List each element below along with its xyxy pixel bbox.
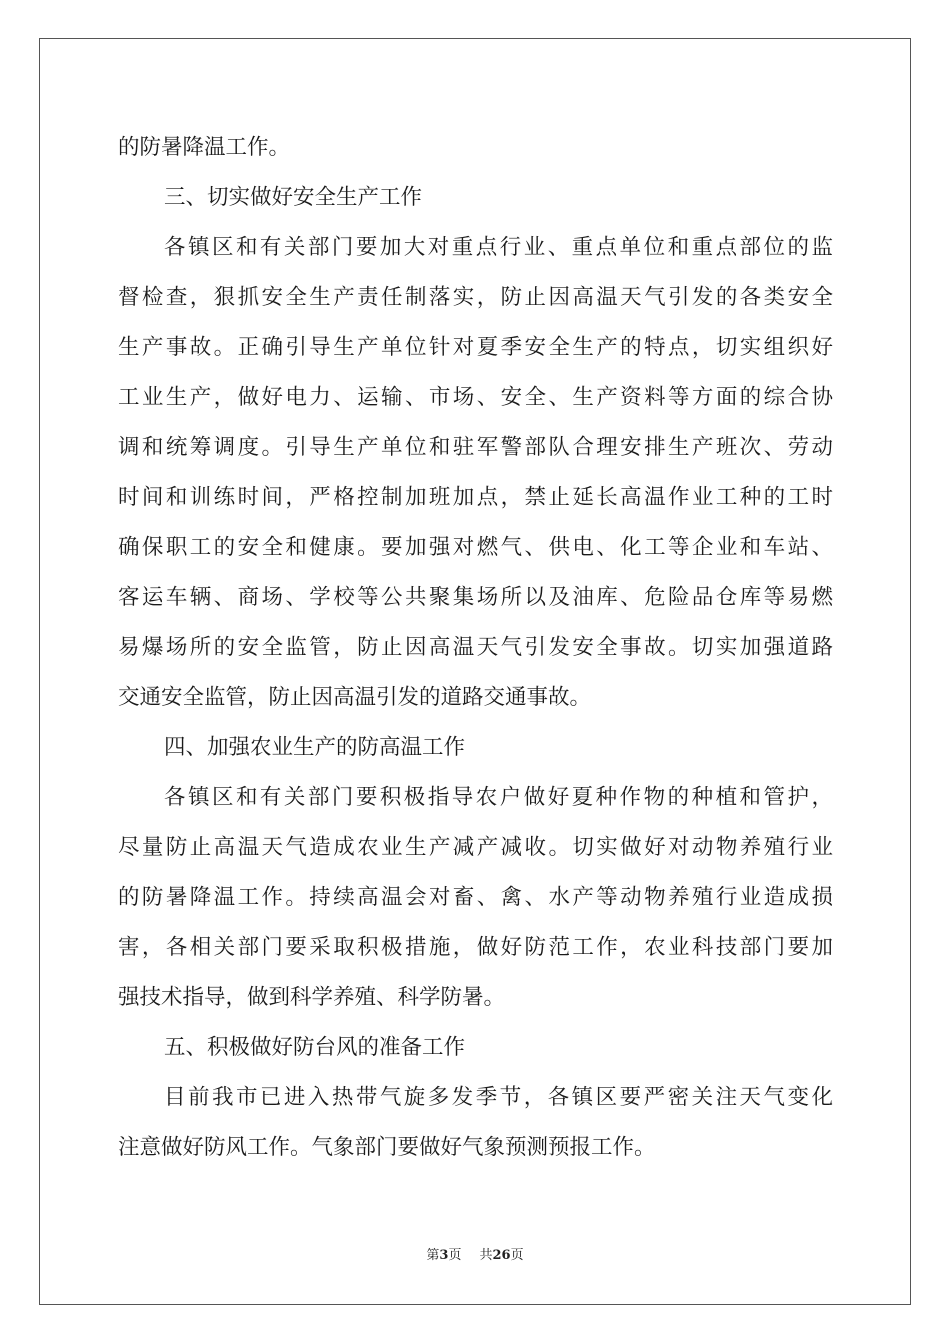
paragraph-line: 各镇区和有关部门要加大对重点行业、重点单位和重点部位的监 <box>164 235 833 260</box>
section-heading: 五、积极做好防台风的准备工作 <box>164 1035 466 1060</box>
paragraph-line: 客运车辆、商场、学校等公共聚集场所以及油库、危险品仓库等易燃 <box>118 585 833 610</box>
paragraph-line: 的防暑降温工作。 <box>118 135 291 160</box>
total-pages: 26 <box>492 1248 511 1263</box>
paragraph-line: 尽量防止高温天气造成农业生产减产减收。切实做好对动物养殖行业 <box>118 835 833 860</box>
total-unit: 页 <box>510 1248 524 1263</box>
page-footer <box>0 1247 950 1265</box>
page-number: 3 <box>439 1248 449 1263</box>
paragraph-line: 生产事故。正确引导生产单位针对夏季安全生产的特点，切实组织好 <box>118 335 833 360</box>
page-unit: 页 <box>448 1248 462 1263</box>
paragraph-line: 确保职工的安全和健康。要加强对燃气、供电、化工等企业和车站、 <box>118 535 833 560</box>
paragraph-line: 调和统筹调度。引导生产单位和驻军警部队合理安排生产班次、劳动 <box>118 435 833 460</box>
paragraph-line: 易爆场所的安全监管，防止因高温天气引发安全事故。切实加强道路 <box>118 635 833 660</box>
paragraph-line: 害，各相关部门要采取积极措施，做好防范工作，农业科技部门要加 <box>118 935 833 960</box>
paragraph-line: 的防暑降温工作。持续高温会对畜、禽、水产等动物养殖行业造成损 <box>118 885 833 910</box>
section-heading: 三、切实做好安全生产工作 <box>164 185 423 210</box>
paragraph-line: 时间和训练时间，严格控制加班加点，禁止延长高温作业工种的工时 <box>118 485 833 510</box>
section-heading: 四、加强农业生产的防高温工作 <box>164 735 466 760</box>
paragraph-line: 目前我市已进入热带气旋多发季节，各镇区要严密关注天气变化 <box>164 1085 833 1110</box>
footer-prefix: 第 <box>426 1248 440 1263</box>
paragraph-line: 督检查，狠抓安全生产责任制落实，防止因高温天气引发的各类安全 <box>118 285 833 310</box>
paragraph-line: 强技术指导，做到科学养殖、科学防暑。 <box>118 985 506 1010</box>
page-border <box>39 38 911 1305</box>
paragraph-line: 注意做好防风工作。气象部门要做好气象预测预报工作。 <box>118 1135 656 1160</box>
paragraph-line: 各镇区和有关部门要积极指导农户做好夏种作物的种植和管护， <box>164 785 833 810</box>
paragraph-line: 工业生产，做好电力、运输、市场、安全、生产资料等方面的综合协 <box>118 385 833 410</box>
paragraph-line: 交通安全监管，防止因高温引发的道路交通事故。 <box>118 685 592 710</box>
total-prefix: 共 <box>479 1248 493 1263</box>
